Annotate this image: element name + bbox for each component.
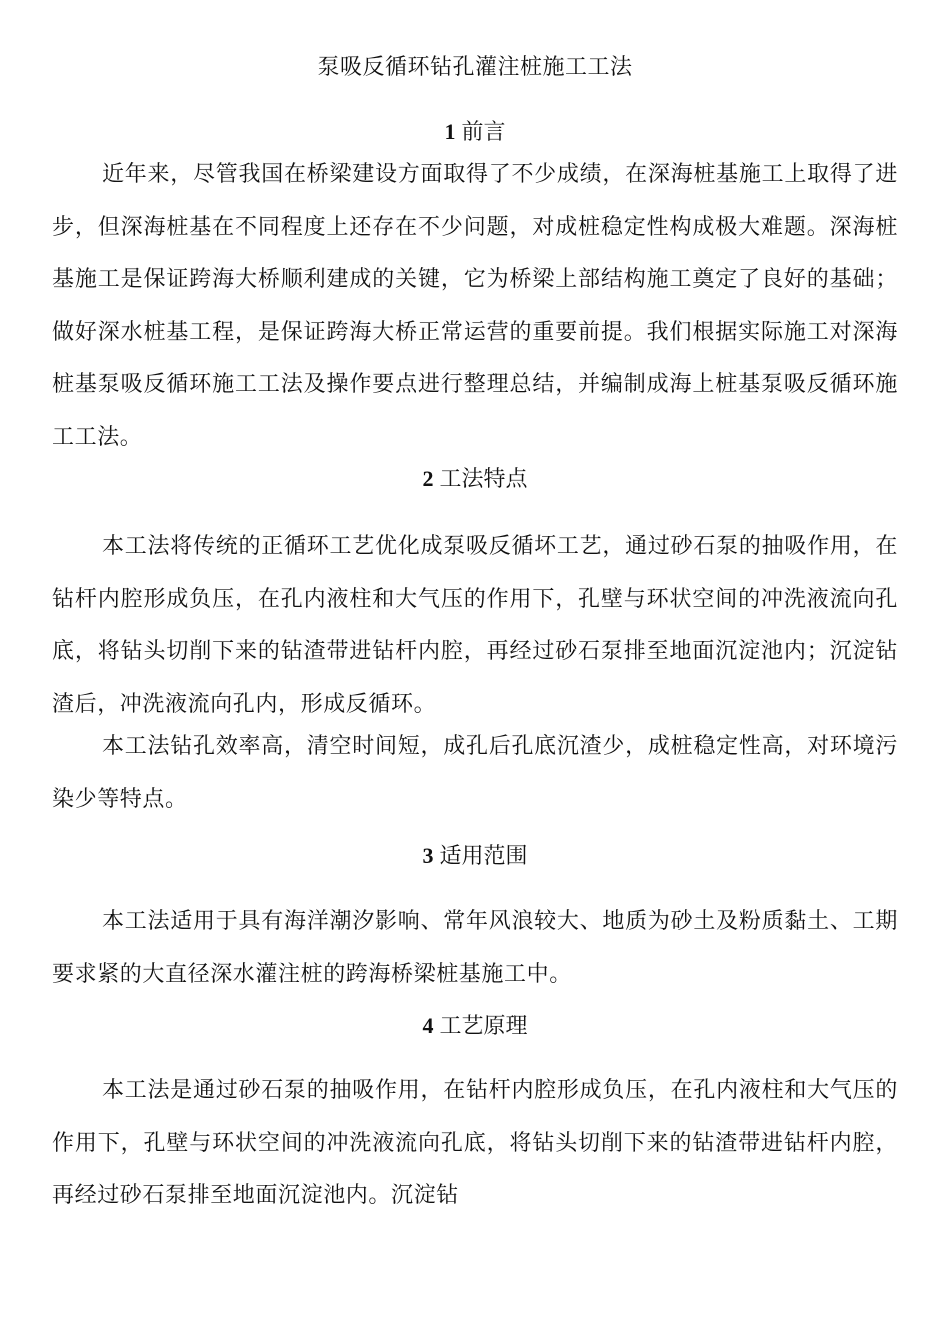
section-title: 工艺原理 <box>439 1014 528 1039</box>
section-heading-4 <box>0 1010 950 1043</box>
section-heading-1 <box>0 116 950 149</box>
document-title: 泵吸反循环钻孔灌注桩施工工法 <box>317 55 633 80</box>
section-title: 工法特点 <box>439 467 528 492</box>
section-heading-2 <box>0 463 950 496</box>
section-number: 4 <box>422 1013 434 1038</box>
section-number: 1 <box>444 119 456 144</box>
paragraph: 本工法是通过砂石泵的抽吸作用，在钻杆内腔形成负压，在孔内液柱和大气压的作用下，孔壁与环状空间的冲洗液流向孔底，将钻头切削下来的钻渣带进钻杆内腔，再经过砂石泵排至地面沉淀池内。沉淀钻 <box>52 1078 898 1208</box>
section-heading-3 <box>0 840 950 873</box>
paragraph: 本工法将传统的正循环工艺优化成泵吸反循坏工艺，通过砂石泵的抽吸作用，在钻杆内腔形成负压，在孔内液柱和大气压的作用下，孔壁与环状空间的冲洗液流向孔底，将钻头切削下来的钻渣带进钻杆内腔，再经过砂石泵排至地面沉淀池内；沉淀钻渣后，冲洗液流向孔内，形成反循环。 <box>52 534 898 717</box>
section-number: 3 <box>422 843 434 868</box>
paragraph: 近年来，尽管我国在桥梁建设方面取得了不少成绩，在深海桩基施工上取得了进步，但深海桩基在不同程度上还存在不少问题，对成桩稳定性构成极大难题。深海桩基施工是保证跨海大桥顺利建成的关键，它为桥梁上部结构施工奠定了良好的基础；做好深水桩基工程，是保证跨海大桥正常运营的重要前提。我们根据实际施工对深海桩基泵吸反循环施工工法及操作要点进行整理总结，并编制成海上桩基泵吸反循环施工工法。 <box>52 162 898 450</box>
section-title: 前言 <box>461 120 506 145</box>
paragraph: 本工法适用于具有海洋潮汐影响、常年风浪较大、地质为砂土及粉质黏土、工期要求紧的大直径深水灌注桩的跨海桥梁桩基施工中。 <box>52 909 898 987</box>
section-title: 适用范围 <box>439 844 528 869</box>
section-number: 2 <box>422 466 434 491</box>
paragraph: 本工法钻孔效率高，清空时间短，成孔后孔底沉渣少，成桩稳定性高，对环境污染少等特点。 <box>52 734 898 812</box>
